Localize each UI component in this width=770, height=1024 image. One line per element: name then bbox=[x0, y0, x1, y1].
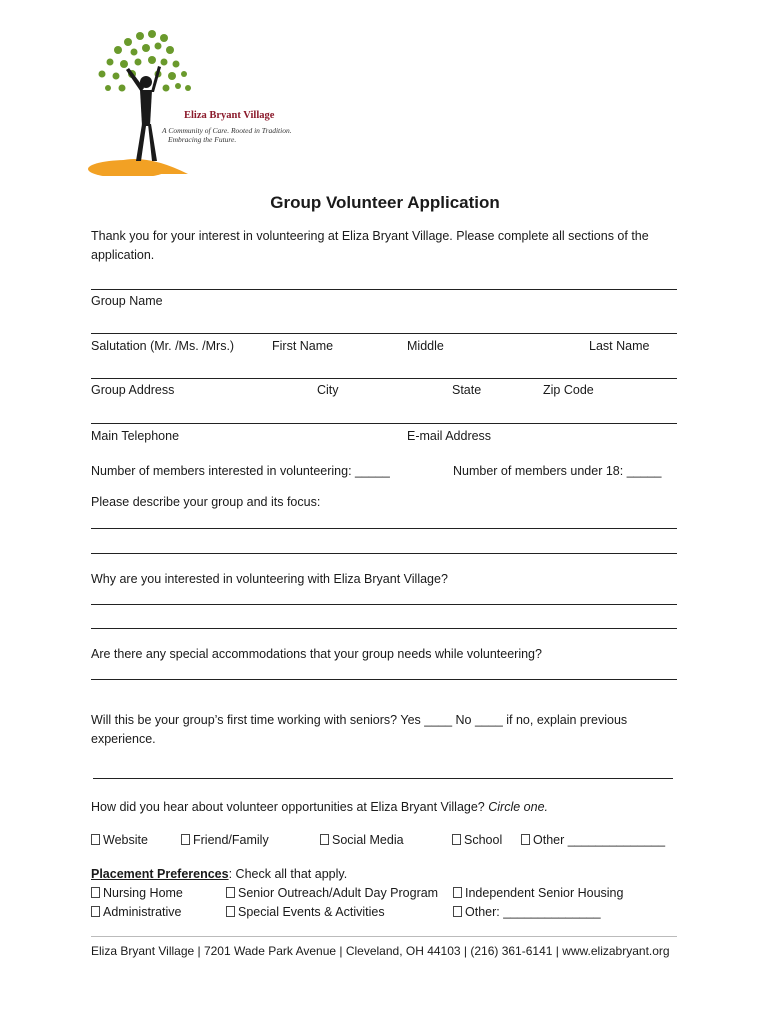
accommodations-answer-line[interactable] bbox=[91, 679, 677, 680]
footer-divider bbox=[91, 936, 677, 937]
first-name-label: First Name bbox=[272, 339, 334, 353]
placement-instruction: : Check all that apply. bbox=[228, 867, 348, 881]
salutation-label: Salutation (Mr. /Ms. /Mrs.) bbox=[91, 339, 235, 353]
footer-contact: Eliza Bryant Village | 7201 Wade Park Avenue | Cleveland, OH 44103 | (216) 361-6141 | www.elizabryant.org bbox=[91, 944, 670, 958]
logo-brand-name: Eliza Bryant Village bbox=[184, 110, 275, 121]
address-line[interactable] bbox=[91, 378, 677, 379]
checkbox-icon[interactable] bbox=[453, 887, 462, 898]
placement-special-events-label: Special Events & Activities bbox=[238, 905, 385, 919]
hear-option-website-label: Website bbox=[103, 833, 148, 847]
checkbox-icon[interactable] bbox=[453, 906, 462, 917]
seniors-question-line-2: experience. bbox=[91, 732, 156, 746]
placement-option-other[interactable] bbox=[453, 904, 601, 920]
hear-option-other-label: Other ______________ bbox=[533, 833, 666, 847]
why-answer-line-1[interactable] bbox=[91, 604, 677, 605]
accommodations-question: Are there any special accommodations that your group needs while volunteering? bbox=[91, 647, 542, 661]
page-title: Group Volunteer Application bbox=[270, 193, 500, 212]
hear-option-social-media[interactable] bbox=[320, 832, 404, 848]
logo bbox=[88, 26, 298, 176]
placement-option-special-events[interactable] bbox=[226, 904, 385, 920]
hear-option-other[interactable] bbox=[521, 832, 665, 848]
checkbox-icon[interactable] bbox=[320, 834, 329, 845]
checkbox-icon[interactable] bbox=[91, 887, 100, 898]
group-address-label: Group Address bbox=[91, 383, 175, 397]
describe-answer-line-2[interactable] bbox=[91, 553, 677, 554]
state-label: State bbox=[452, 383, 482, 397]
placement-option-independent-housing[interactable] bbox=[453, 885, 623, 901]
placement-other-label: Other: ______________ bbox=[465, 905, 601, 919]
seniors-question-line-1[interactable]: Will this be your group’s first time working with seniors? Yes ____ No ____ if no, explain previous bbox=[91, 713, 628, 727]
hear-option-friend-family-label: Friend/Family bbox=[193, 833, 269, 847]
placement-option-nursing-home[interactable] bbox=[91, 885, 183, 901]
describe-answer-line-1[interactable] bbox=[91, 528, 677, 529]
zip-code-label: Zip Code bbox=[543, 383, 594, 397]
contact-line[interactable] bbox=[91, 423, 677, 424]
intro-text-line-2: application. bbox=[91, 248, 155, 262]
checkbox-icon[interactable] bbox=[521, 834, 530, 845]
members-under-18-field[interactable]: Number of members under 18: _____ bbox=[453, 464, 662, 478]
main-telephone-label: Main Telephone bbox=[91, 429, 180, 443]
tree-logo-graphic bbox=[88, 26, 298, 176]
why-answer-line-2[interactable] bbox=[91, 628, 677, 629]
name-line[interactable] bbox=[91, 333, 677, 334]
last-name-label: Last Name bbox=[589, 339, 650, 353]
checkbox-icon[interactable] bbox=[226, 887, 235, 898]
city-label: City bbox=[317, 383, 339, 397]
placement-option-administrative[interactable] bbox=[91, 904, 182, 920]
logo-tagline-2: Embracing the Future. bbox=[168, 135, 237, 144]
hear-option-friend-family[interactable] bbox=[181, 832, 269, 848]
logo-tagline-1: A Community of Care. Rooted in Tradition. bbox=[162, 126, 292, 135]
checkbox-icon[interactable] bbox=[91, 834, 100, 845]
seniors-answer-line[interactable] bbox=[93, 778, 673, 779]
hear-option-school[interactable] bbox=[452, 832, 502, 848]
checkbox-icon[interactable] bbox=[91, 906, 100, 917]
group-name-line[interactable] bbox=[91, 289, 677, 290]
placement-nursing-home-label: Nursing Home bbox=[103, 886, 183, 900]
members-interested-field[interactable]: Number of members interested in volunteering: _____ bbox=[91, 464, 390, 478]
describe-group-question: Please describe your group and its focus: bbox=[91, 495, 321, 509]
hear-about-question bbox=[91, 799, 548, 815]
intro-text-line-1: Thank you for your interest in volunteering at Eliza Bryant Village. Please complete all sections of the bbox=[91, 229, 649, 243]
hear-option-website[interactable] bbox=[91, 832, 148, 848]
placement-option-senior-outreach[interactable] bbox=[226, 885, 438, 901]
checkbox-icon[interactable] bbox=[181, 834, 190, 845]
hear-about-question-text: How did you hear about volunteer opportunities at Eliza Bryant Village? bbox=[91, 800, 489, 814]
checkbox-icon[interactable] bbox=[226, 906, 235, 917]
group-name-label: Group Name bbox=[91, 294, 163, 308]
placement-heading-label: Placement Preferences bbox=[91, 867, 229, 881]
checkbox-icon[interactable] bbox=[452, 834, 461, 845]
email-label: E-mail Address bbox=[407, 429, 492, 443]
hear-about-instruction: Circle one. bbox=[488, 800, 548, 814]
placement-independent-housing-label: Independent Senior Housing bbox=[465, 886, 624, 900]
hear-option-school-label: School bbox=[464, 833, 503, 847]
placement-senior-outreach-label: Senior Outreach/Adult Day Program bbox=[238, 886, 439, 900]
placement-administrative-label: Administrative bbox=[103, 905, 182, 919]
hear-option-social-media-label: Social Media bbox=[332, 833, 404, 847]
why-interested-question: Why are you interested in volunteering with Eliza Bryant Village? bbox=[91, 572, 448, 586]
middle-name-label: Middle bbox=[407, 339, 444, 353]
placement-preferences-heading bbox=[91, 866, 347, 882]
